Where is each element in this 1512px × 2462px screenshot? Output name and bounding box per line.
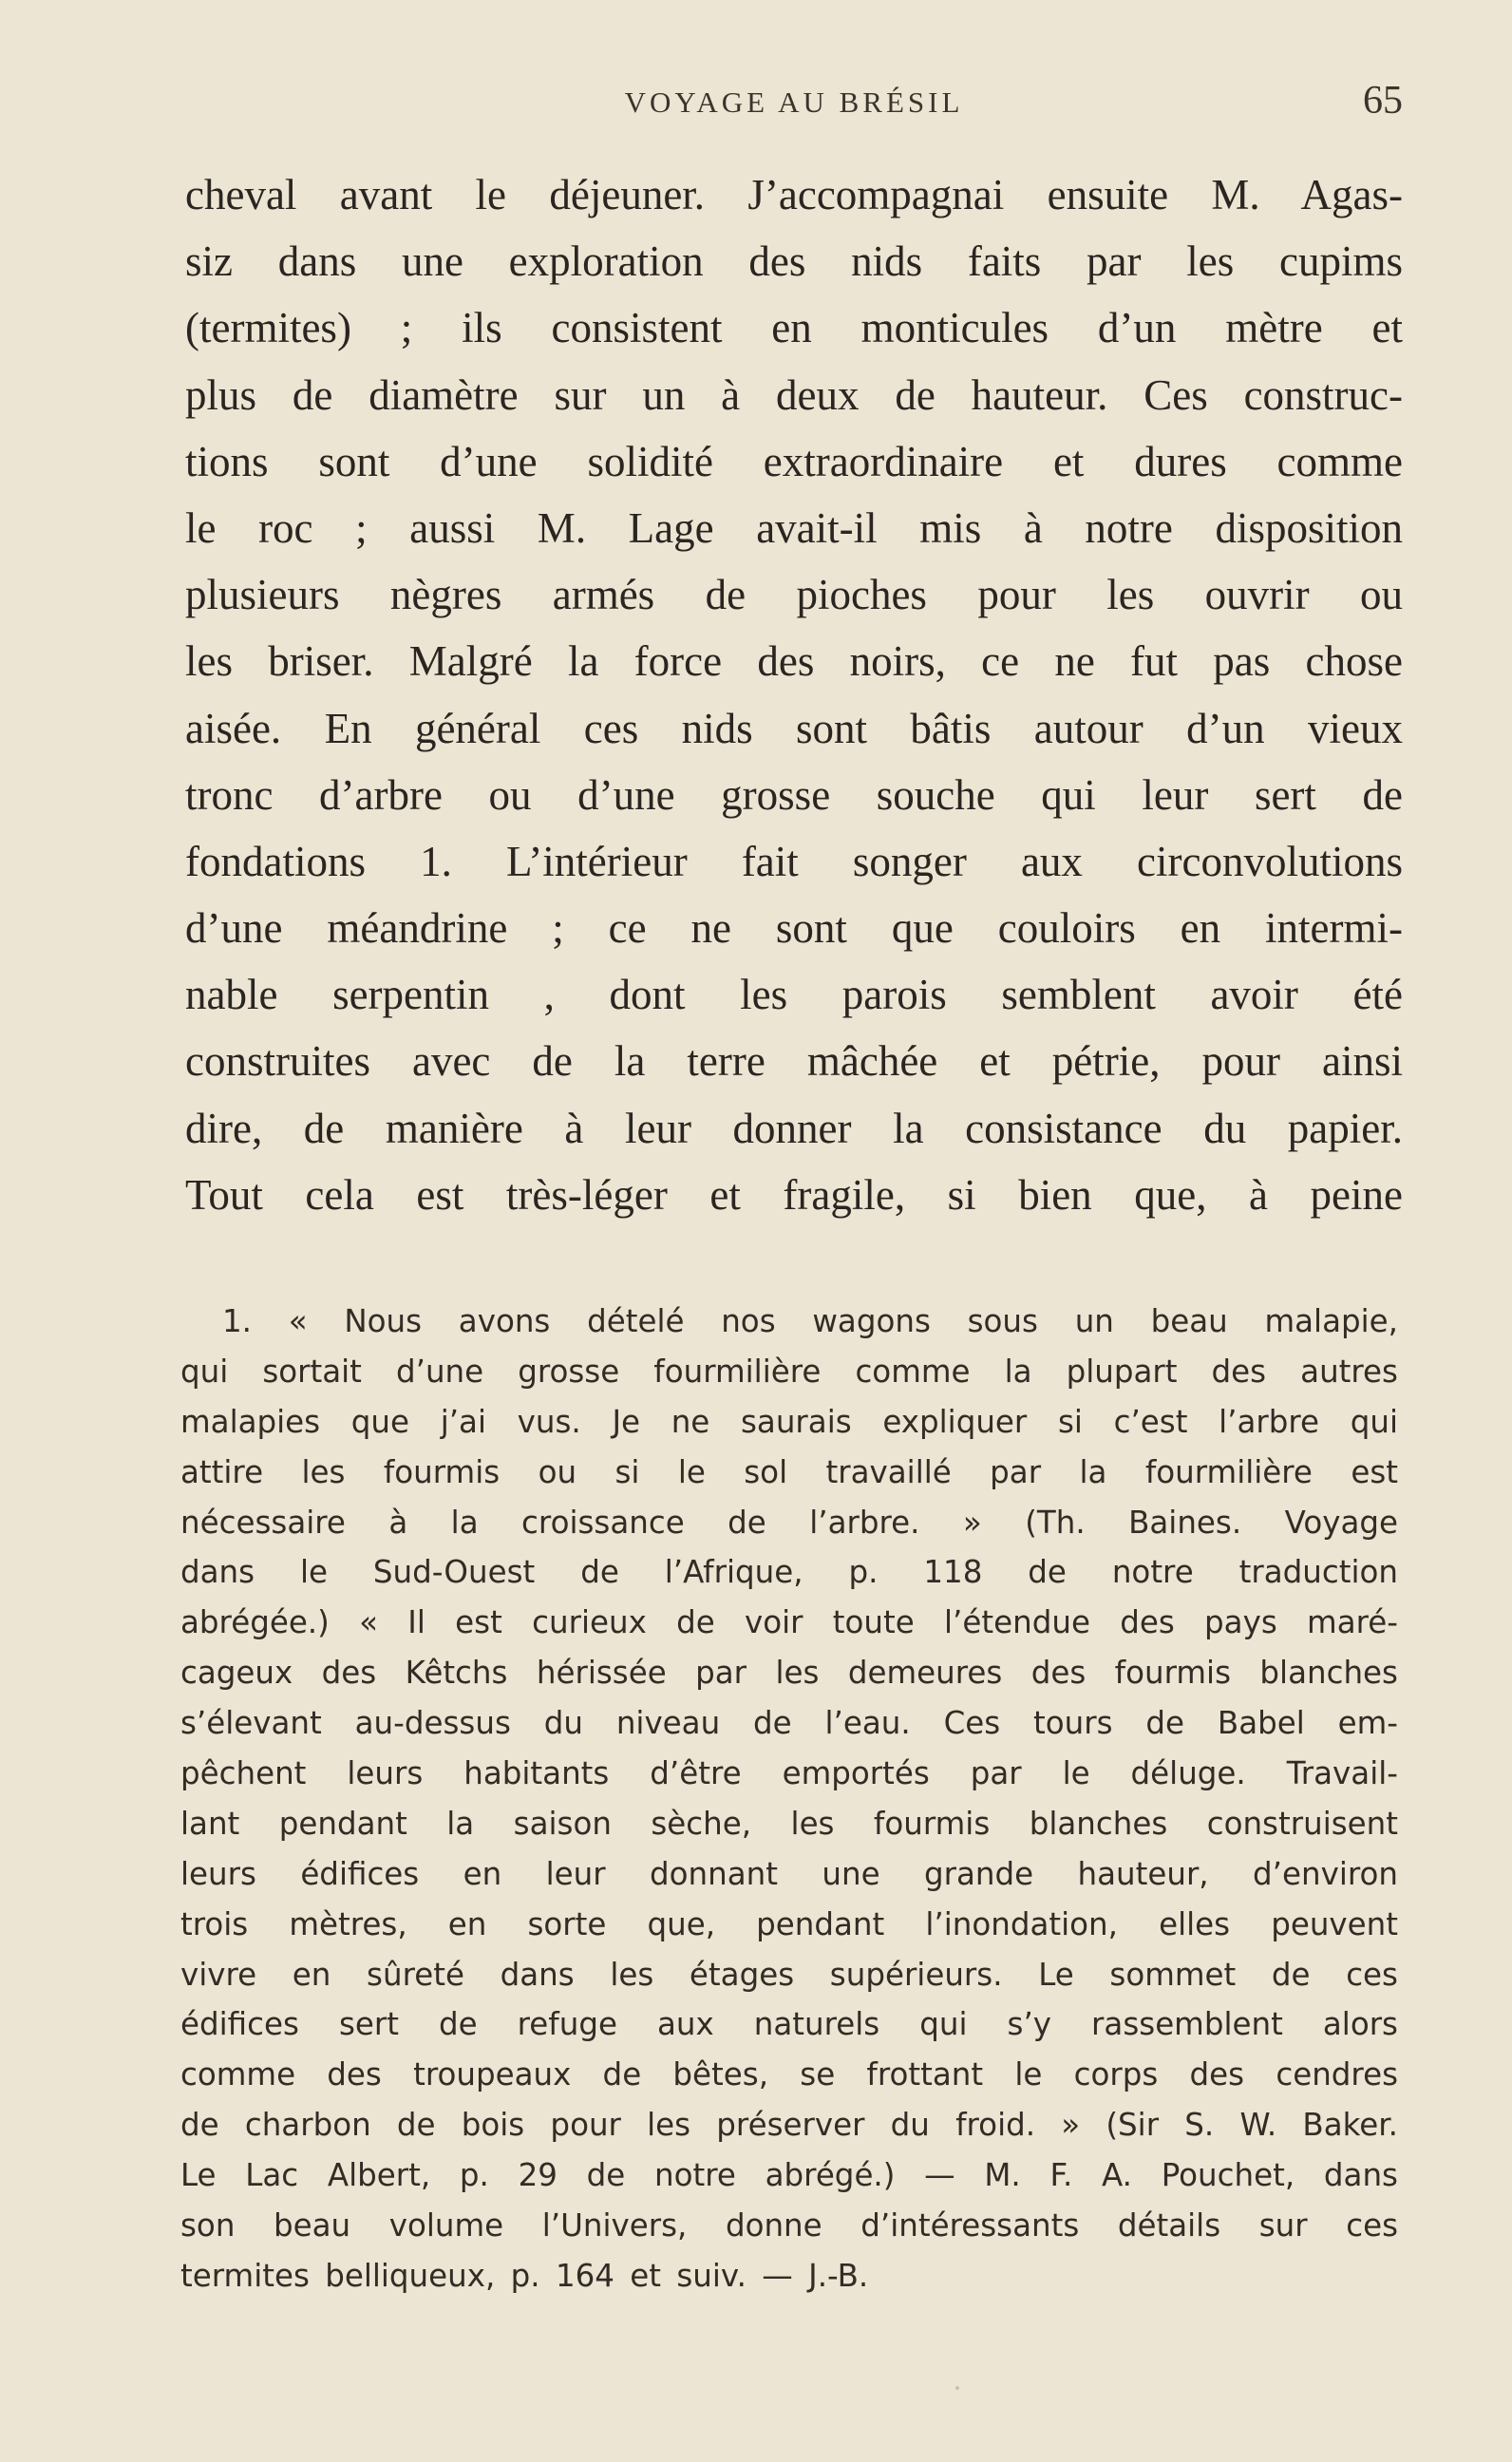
footnote-line: pêchent leurs habitants d’être emportés par le déluge. Travail- <box>180 1755 1398 1792</box>
text-line: siz dans une exploration des nids faits par les cupims <box>185 237 1403 286</box>
text-line: tions sont d’une solidité extraordinaire et dures comme <box>185 437 1403 485</box>
footnote-line: 1. « Nous avons dételé nos wagons sous un beau malapie, <box>222 1303 1398 1339</box>
footnote-line: trois mètres, en sorte que, pendant l’inondation, elles peuvent <box>180 1905 1398 1942</box>
footnote-line: termites belliqueux, p. 164 et suiv. — J.-B. <box>180 2257 869 2294</box>
paper-speck <box>955 2386 959 2390</box>
footnote-line: attire les fourmis ou si le sol travaillé par la fourmilière est <box>180 1453 1398 1490</box>
text-line: nable serpentin , dont les parois semblent avoir été <box>185 971 1403 1019</box>
footnote-line: Le Lac Albert, p. 29 de notre abrégé.) — M. F. A. Pouchet, dans <box>180 2157 1398 2194</box>
footnote-line: s’élevant au-dessus du niveau de l’eau. Ces tours de Babel em- <box>180 1705 1398 1742</box>
page-header <box>185 78 1403 135</box>
text-line: fondations 1. L’intérieur fait songer aux circonvolutions <box>185 837 1403 885</box>
text-line: (termites) ; ils consistent en monticules d’un mètre et <box>185 304 1403 352</box>
footnote-line: abrégée.) « Il est curieux de voir toute l’étendue des pays maré- <box>180 1604 1398 1641</box>
footnote-line: malapies que j’ai vus. Je ne saurais expliquer si c’est l’arbre qui <box>180 1403 1398 1440</box>
text-line: construites avec de la terre mâchée et pétrie, pour ainsi <box>185 1037 1403 1086</box>
text-line: tronc d’arbre ou d’une grosse souche qui leur sert de <box>185 770 1403 819</box>
footnote <box>180 1297 1398 2301</box>
footnote-line: édifices sert de refuge aux naturels qui s’y rassemblent alors <box>180 2006 1398 2043</box>
text-line: Tout cela est très-léger et fragile, si bien que, à peine <box>185 1170 1403 1219</box>
footnote-line: cageux des Kêtchs hérissée par les demeures des fourmis blanches <box>180 1655 1398 1692</box>
text-line: aisée. En général ces nids sont bâtis autour d’un vieux <box>185 704 1403 752</box>
footnote-line: comme des troupeaux de bêtes, se frottant le corps des cendres <box>180 2056 1398 2093</box>
main-text <box>185 161 1403 1228</box>
footnote-line: qui sortait d’une grosse fourmilière comme la plupart des autres <box>180 1353 1398 1390</box>
footnote-line: de charbon de bois pour les préserver du froid. » (Sir S. W. Baker. <box>180 2107 1398 2144</box>
text-line: le roc ; aussi M. Lage avait-il mis à notre disposition <box>185 503 1403 552</box>
text-line: plus de diamètre sur un à deux de hauteur. Ces construc- <box>185 370 1403 419</box>
running-title: VOYAGE AU BRÉSIL <box>624 85 964 119</box>
text-line: d’une méandrine ; ce ne sont que couloirs en intermi- <box>185 904 1403 953</box>
text-line: les briser. Malgré la force des noirs, ce ne fut pas chose <box>185 637 1403 686</box>
footnote-line: nécessaire à la croissance de l’arbre. » (Th. Baines. Voyage <box>180 1504 1398 1541</box>
footnote-line: son beau volume l’Univers, donne d’intéressants détails sur ces <box>180 2207 1398 2244</box>
text-line: plusieurs nègres armés de pioches pour les ouvrir ou <box>185 571 1403 619</box>
footnote-line: leurs édifices en leur donnant une grande hauteur, d’environ <box>180 1855 1398 1892</box>
text-line: dire, de manière à leur donner la consistance du papier. <box>185 1104 1403 1152</box>
footnote-line: dans le Sud-Ouest de l’Afrique, p. 118 de notre traduction <box>180 1554 1398 1591</box>
page-number: 65 <box>1363 79 1403 123</box>
text-line: cheval avant le déjeuner. J’accompagnai ensuite M. Agas- <box>185 171 1403 218</box>
footnote-line: vivre en sûreté dans les étages supérieurs. Le sommet de ces <box>180 1956 1398 1993</box>
footnote-line: lant pendant la saison sèche, les fourmis blanches construisent <box>180 1805 1398 1842</box>
